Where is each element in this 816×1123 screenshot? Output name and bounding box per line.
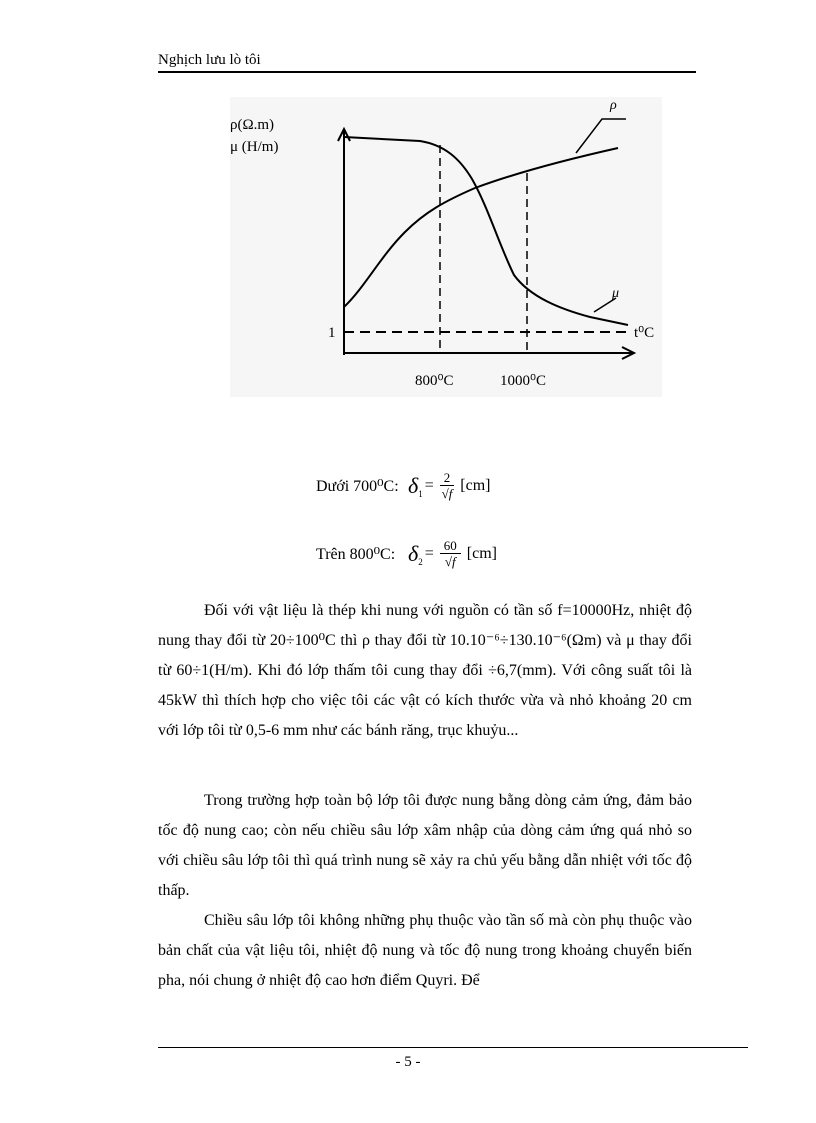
x-tick-1000c: 1000⁰C xyxy=(500,373,547,389)
y-tick-one: 1 xyxy=(328,325,336,341)
footer-rule xyxy=(158,1047,748,1048)
paragraph-3 xyxy=(158,906,692,996)
paragraph-2 xyxy=(158,786,692,906)
figure-svg xyxy=(230,97,662,397)
formula-1-numerator: 2 xyxy=(440,470,455,486)
page-header-title: Nghịch lưu lò tôi xyxy=(158,52,261,68)
rho-leader-line xyxy=(576,119,626,153)
rho-curve-label: ρ xyxy=(610,98,617,113)
paragraph-1-text: Đối với vật liệu là thép khi nung với nguồn có tần số f=10000Hz, nhiệt độ nung thay đổi từ 20÷100⁰C thì ρ thay đổi từ 10.10⁻⁶÷130.10⁻⁶(Ωm) và μ thay đổi từ 60÷1(H/m). Khi đó lớp thấm tôi cung thay đổi ÷6,7(mm). Với công suất tôi là 45kW thì thích hợp cho việc tôi các vật có kích thước vừa và nhỏ khoảng 20 cm với lớp tôi từ 0,5-6 mm như các bánh răng, trục khuỷu... xyxy=(158,602,692,739)
formula-1-subscript: 1 xyxy=(418,488,423,499)
formula-2-label: Trên 800⁰C: xyxy=(316,545,396,563)
formula-2-symbol: δ xyxy=(408,540,419,566)
paragraph-3-text: Chiều sâu lớp tôi không những phụ thuộc vào tần số mà còn phụ thuộc vào bản chất của vật liệu tôi, nhiệt độ nung và tốc độ nung trong khoảng chuyển biến pha, nói chung ở nhiệt độ cao hơn điểm Quyri. Để xyxy=(158,912,692,989)
formula-1-unit: [cm] xyxy=(460,476,491,494)
formula-above-800: Trên 800⁰C: $\delta_2$ = $\frac{60}{√f}$ [cm] xyxy=(316,538,497,569)
paragraph-2-text: Trong trường hợp toàn bộ lớp tôi được nung bằng dòng cảm ứng, đảm bảo tốc độ nung cao; còn nếu chiều sâu lớp xâm nhập của dòng cảm ứng quá nhỏ so với chiều sâu lớp tôi thì quá trình nung sẽ xảy ra chủ yếu bằng dẫn nhiệt với tốc độ thấp. xyxy=(158,792,692,899)
x-axis-label: t⁰C xyxy=(634,325,655,341)
x-tick-800c: 800⁰C xyxy=(415,373,454,389)
y-label-rho: ρ(Ω.m) xyxy=(230,117,275,133)
mu-curve-label: μ xyxy=(612,286,620,301)
formula-2-subscript: 2 xyxy=(418,556,423,567)
mu-curve xyxy=(344,137,628,325)
formula-2-fraction xyxy=(440,538,461,569)
rho-mu-temperature-figure xyxy=(230,97,662,397)
header-rule xyxy=(158,71,696,73)
formula-1-symbol: δ xyxy=(408,472,419,498)
formula-1-denominator: √f xyxy=(441,486,453,501)
paragraph-1 xyxy=(158,596,692,746)
rho-curve xyxy=(344,148,618,307)
formula-2-numerator: 60 xyxy=(440,538,461,554)
formula-1-fraction xyxy=(440,470,455,501)
formula-2-unit: [cm] xyxy=(466,544,497,562)
formula-1-label: Dưới 700⁰C: xyxy=(316,477,399,495)
formula-2-delta xyxy=(408,541,423,567)
y-label-mu: μ (H/m) xyxy=(230,139,279,155)
formula-1-delta xyxy=(408,473,423,499)
page-number: - 5 - xyxy=(395,1054,421,1070)
formula-2-denominator: √f xyxy=(444,554,456,569)
formula-below-700: Dưới 700⁰C: $\delta_1$ = $\frac{2}{√f}$ [cm] xyxy=(316,470,491,501)
